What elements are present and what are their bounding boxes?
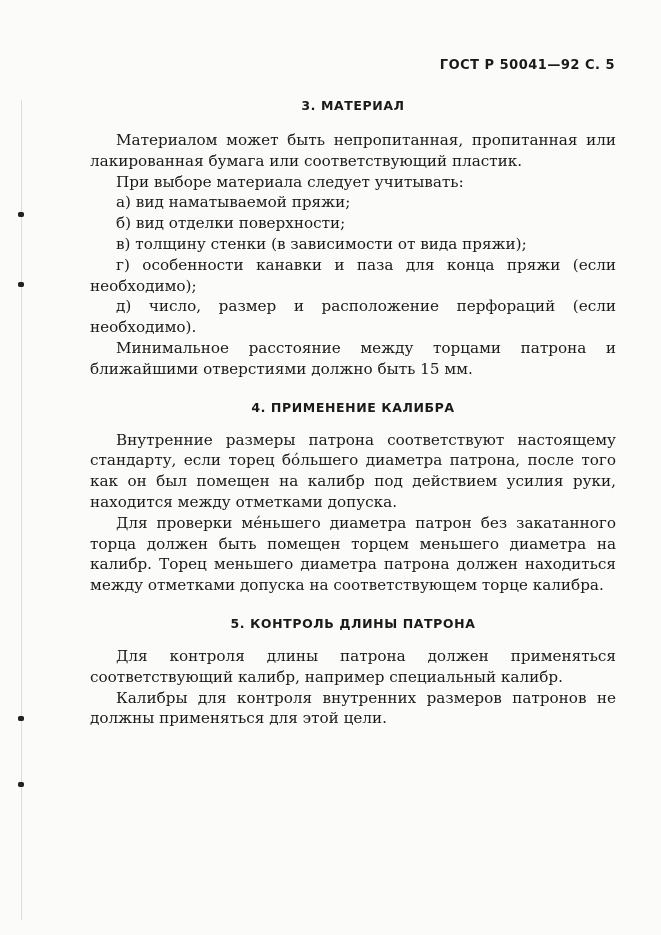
paragraph: Для контроля длины патрона должен применяться соответствующий калибр, например специальный калибр.: [90, 646, 616, 686]
paragraph: Для проверки ме́ньшего диаметра патрон без закатанного торца должен быть помещен торцем меньшего диаметра на калибр. Торец меньшего диаметра патрона должен находиться между отметками допуска на соответствующем торце калибра.: [90, 513, 616, 595]
list-item: а) вид наматываемой пряжи;: [116, 193, 351, 212]
paragraph: Внутренние размеры патрона соответствуют настоящему стандарту, если торец бо́льшего диаметра патрона, после того как он был помещен на калибр под действием усилия руки, находится между отметками допуска.: [90, 430, 616, 511]
section-title-material: 3. МАТЕРИАЛ: [301, 98, 405, 113]
paragraph: Минимальное расстояние между торцами патрона и ближайшими отверстиями должно быть 15 мм.: [90, 338, 616, 378]
binding-mark: [18, 782, 24, 787]
section-title-length-control: 5. КОНТРОЛЬ ДЛИНЫ ПАТРОНА: [230, 615, 476, 631]
list-item: д) число, размер и расположение перфораций (если необходимо).: [90, 297, 616, 337]
list-item: г) особенности канавки и паза для конца пряжи (если необходимо);: [90, 255, 616, 295]
list-item: б) вид отделки поверхности;: [116, 214, 346, 233]
binding-mark: [18, 282, 24, 287]
paragraph: Материалом может быть непропитанная, пропитанная или лакированная бумага или соответствующий пластик.: [90, 131, 616, 170]
list-item: в) толщину стенки (в зависимости от вида пряжи);: [116, 234, 527, 253]
binding-mark: [18, 716, 24, 721]
paragraph: Калибры для контроля внутренних размеров патронов не должны применяться для этой цели.: [90, 688, 616, 728]
section-title-gauge-application: 4. ПРИМЕНЕНИЕ КАЛИБРА: [251, 399, 455, 415]
document-body: [90, 96, 616, 729]
binding-edge: [21, 100, 22, 920]
paragraph: При выборе материала следует учитывать:: [116, 172, 464, 191]
document-reference: ГОСТ Р 50041—92 С. 5: [439, 58, 615, 73]
binding-mark: [18, 212, 24, 217]
